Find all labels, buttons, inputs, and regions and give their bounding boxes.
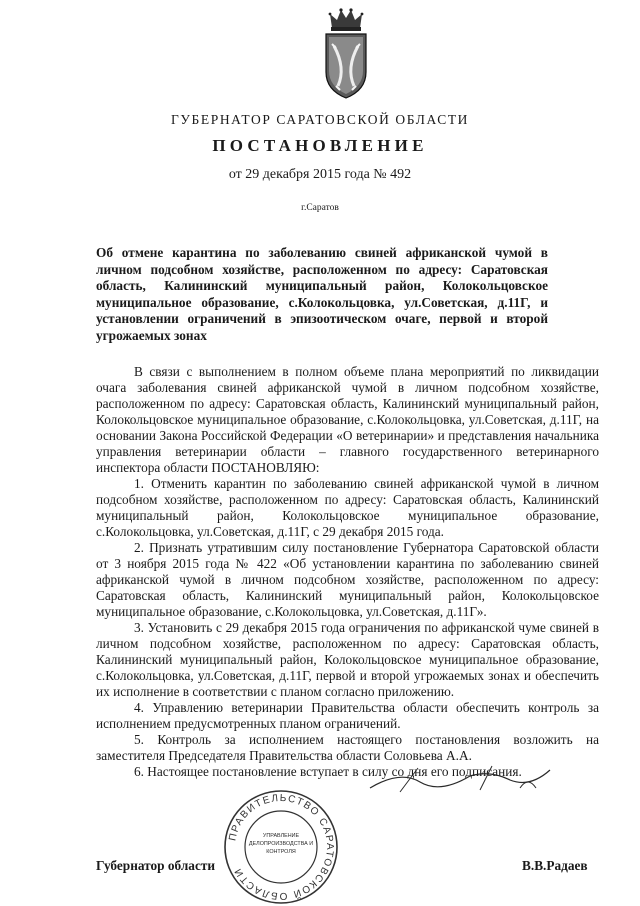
signature-position: Губернатор области [96,858,216,873]
document-city: г.Саратов [301,203,339,213]
document-body [96,364,599,780]
document-type: ПОСТАНОВЛЕНИЕ [212,136,428,155]
preamble-paragraph: В связи с выполнением в полном объеме плана мероприятий по ликвидации очага заболевания свиней африканской чумой в личном подсобном хозяйстве, расположенном по адресу: Саратовская область, Калининский муниципальный район, Колокольцовское муниципальное образование, с.Колокольцовка, ул.Советская, д.11Г, на основании Закона Российской Федерации «О ветеринарии» и представления начальника управления ветеринарии области – главного государственного ветеринарного инспектора области ПОСТАНОВЛЯЮ: [96,364,599,475]
governor-heading: ГУБЕРНАТОР САРАТОВСКОЙ ОБЛАСТИ [170,112,470,127]
clause-3: 3. Установить с 29 декабря 2015 года ограничения по африканской чуме свиней в личном подсобном хозяйстве, расположенном по адресу: Саратовская область, Калининский муниципальный район, Колокольцовское муниципальное образование, с.Колокольцовка, ул.Советская, д.11Г, первой и второй угрожаемых зонах и обеспечить их исполнение в соответствии с планом согласно приложению. [96,620,599,699]
clause-4: 4. Управлению ветеринарии Правительства области обеспечить контроль за исполнением предусмотренных планом ограничений. [96,700,599,731]
stamp-inner-text: УПРАВЛЕНИЕ ДЕЛОПРОИЗВОДСТВА И КОНТРОЛЯ [248,833,314,855]
signature-name: В.В.Радаев [522,858,588,873]
coat-of-arms-emblem [318,6,374,102]
clause-5: 5. Контроль за исполнением настоящего постановления возложить на заместителя Председателя Правительства области Соловьева А.А. [96,732,599,763]
clause-2: 2. Признать утратившим силу постановление Губернатора Саратовской области от 3 ноября 2015 года № 422 «Об установлении карантина по заболеванию свиней африканской чумой в личном подсобном хозяйстве, расположенном по адресу: Саратовская область, Калининский муниципальный район, Колокольцовское муниципальное образование, с.Колокольцовка, ул.Советская, д.11Г». [96,540,599,619]
clause-6: 6. Настоящее постановление вступает в силу со дня его подписания. [134,764,522,779]
document-title: Об отмене карантина по заболеванию свиней африканской чумой в личном подсобном хозяйстве, расположенном по адресу: Саратовская область, Калининский муниципальный район, Колокольцовское муниципальное образование, с.Колокольцовка, ул.Советская, д.11Г, и установлении ограничений в эпизоотическом очаге, первой и второй угрожаемых зонах [96,245,548,343]
stamp-ring-text: ПРАВИТЕЛЬСТВО САРАТОВСКОЙ ОБЛАСТИ [227,792,336,902]
handwritten-signature [360,740,580,800]
clause-1: 1. Отменить карантин по заболеванию свиней африканской чумой в личном подсобном хозяйстве, расположенном по адресу: Саратовская область, Калининский муниципальный район, Колокольцовское муниципальное образование, с.Колокольцовка, ул.Советская, д.11Г, с 29 декабря 2015 года. [96,476,599,539]
document-date-number: от 29 декабря 2015 года № 492 [228,167,412,182]
official-stamp [222,788,340,906]
